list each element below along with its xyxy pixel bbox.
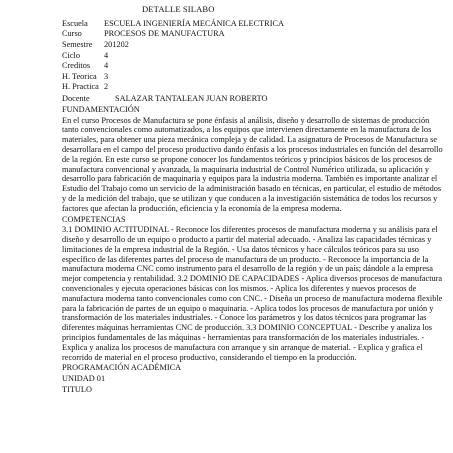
meta-label: Docente [62,94,90,104]
meta-row-h-practica [62,82,447,93]
meta-label: Escuela [62,18,88,28]
meta-label: Creditos [62,61,91,71]
meta-label: H. Teorica [62,71,97,81]
meta-value: 201202 [104,39,129,49]
meta-value: 3 [104,71,109,81]
meta-label: Curso [62,29,82,39]
meta-value: 4 [104,50,109,60]
meta-label: H. Practica [62,82,99,92]
meta-value: SALAZAR TANTALEAN JUAN ROBERTO [115,94,268,104]
meta-value: 2 [104,82,109,92]
meta-value: PROCESOS DE MANUFACTURA [104,29,225,39]
meta-value: ESCUELA INGENIERÍA MECÁNICA ELECTRICA [104,18,284,28]
meta-row-semestre [62,40,447,51]
titulo-label: TITULO [62,384,92,394]
meta-row-docente [62,94,447,105]
section-heading-competencias: COMPETENCIAS [62,214,126,224]
meta-row-ciclo [62,51,447,62]
competencias-text: 3.1 DOMINIO ACTITUDINAL - Reconoce los diferentes procesos de manufactura moderna y su análisis para el diseño y desarrollo de un equipo o producto a partir del material adecuado. - Analiza las capacidades técnicas y limitaciones de la empresa industrial de la Región. - Usa datos técnicos y hace cálculos teóricos para su uso específico de las diferentes partes del proceso de manufactura de un producto. - Reconoce la importancia de la manufactura moderna CNC como instrumento para el desarrollo de la región y de un país; dándole a la empresa mejor competencia y rentabilidad. 3.2 DOMINIO DE CAPACIDADES - Aplica diversos procesos de manufactura convencionales y ejecuta operaciones básicas con los mismos. - Aplica los diferentes y nuevos procesos de manufactura moderna tanto convencionales como con CNC. - Diseña un proceso de manufactura moderna flexible para la fabricación de partes de un equipo o maquinaria. - Aplica todos los procesos de manufactura por unión y transformación de los materiales industriales. - Conoce los parámetros y los datos técnicos para programar las diferentes máquinas herramientas CNC de producción. 3.3 DOMINIO CONCEPTUAL - Describe y analiza los principios fundamentales de las máquinas - herramientas para transformación de los materiales industriales. - Explica y analiza los procesos de manufactura con arranque y sin arranque de material. - Explica y grafica el recorrido de material en el proceso productivo, considerando el tiempo en la producción. [62,225,443,362]
meta-label: Ciclo [62,50,80,60]
fundamentacion-text: En el curso Procesos de Manufactura se pone énfasis al análisis, diseño y desarrollo de sistemas de producción tanto convencionales como automatizados, a los equipos que intervienen directamente en la manufactura de los materiales, para obtener una pieza mecánica compleja y de calidad. La asignatura de Procesos de Manufactura se desarrollara en el campo del proceso productivo dando énfasis a los procesos industriales en función del desarrollo de la región. En este curso se propone conocer los fundamentos teóricos y principios básicos de los procesos de manufactura convencional y avanzada, la maquinaria industrial de Control Numérico utilizada, su aplicación y desarrollo para fabricación de maquinaria y equipos para la industria moderna. También es importante analizar el Estudio del Trabajo como un servicio de la administración basado en técnicas, en particular, el estudio de métodos y de la medición del trabajo, que se utilizan y que conducen a la investigación sistemática de todos los recursos y factores que afectan la producción, eficiencia y la economía de la empresa moderna. [62,115,443,213]
meta-row-creditos [62,61,447,72]
section-heading-fundamentacion: FUNDAMENTACIÓN [62,105,140,115]
meta-label: Semestre [62,39,93,49]
meta-value: 4 [104,61,109,71]
unidad-label: UNIDAD 01 [62,373,106,383]
meta-row-h-teorica [62,72,447,83]
document-title: DETALLE SILABO [142,4,215,14]
meta-row-escuela [62,19,447,30]
section-heading-programacion: PROGRAMACIÓN ACADÉMICA [62,363,182,373]
meta-row-curso [62,29,447,40]
